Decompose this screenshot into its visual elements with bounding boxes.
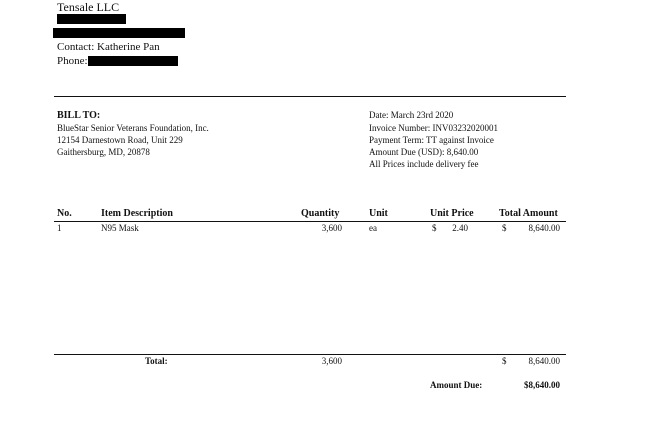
redacted-phone bbox=[88, 56, 178, 66]
phone-line bbox=[57, 55, 88, 67]
amount-due-usd: Amount Due (USD): 8,640.00 bbox=[369, 147, 479, 157]
column-header-no: No. bbox=[57, 208, 72, 219]
row-no: 1 bbox=[57, 223, 62, 233]
row-total-currency: $ bbox=[502, 223, 507, 233]
redacted-address-line-1 bbox=[57, 14, 126, 24]
contact-name: Katherine Pan bbox=[97, 41, 160, 53]
bill-to-line: BlueStar Senior Veterans Foundation, Inc. bbox=[57, 123, 209, 133]
bill-to-label: BILL TO: bbox=[57, 110, 101, 121]
row-currency: $ bbox=[432, 223, 437, 233]
column-header-unit-price: Unit Price bbox=[430, 208, 474, 219]
totals-divider bbox=[54, 354, 566, 355]
column-header-unit: Unit bbox=[369, 208, 388, 219]
payment-term: Payment Term: TT against Invoice bbox=[369, 135, 494, 145]
contact-line bbox=[57, 41, 160, 53]
total-quantity: 3,600 bbox=[321, 356, 342, 366]
column-header-total-amount: Total Amount bbox=[499, 208, 558, 219]
phone-label: Phone: bbox=[57, 55, 88, 67]
amount-due-label: Amount Due: bbox=[430, 380, 483, 390]
total-amount: 8,640.00 bbox=[528, 356, 560, 366]
column-header-description: Item Description bbox=[101, 208, 173, 219]
invoice-number: Invoice Number: INV03232020001 bbox=[369, 123, 498, 133]
row-quantity: 3,600 bbox=[321, 223, 342, 233]
table-header-divider bbox=[54, 221, 566, 222]
company-name: Tensale LLC bbox=[57, 0, 120, 14]
column-header-quantity: Quantity bbox=[301, 208, 340, 219]
row-unit: ea bbox=[369, 223, 377, 233]
redacted-address-line-2 bbox=[53, 28, 185, 38]
row-description: N95 Mask bbox=[101, 223, 139, 233]
header-divider bbox=[54, 96, 566, 97]
contact-label: Contact: bbox=[57, 41, 95, 53]
total-currency: $ bbox=[502, 356, 507, 366]
invoice-date: Date: March 23rd 2020 bbox=[369, 110, 454, 120]
amount-due-value: $8,640.00 bbox=[524, 380, 560, 390]
delivery-note: All Prices include delivery fee bbox=[369, 159, 479, 169]
total-label: Total: bbox=[145, 356, 168, 366]
row-total-amount: 8,640.00 bbox=[528, 223, 560, 233]
row-unit-price: 2.40 bbox=[452, 223, 468, 233]
bill-to-line: 12154 Darnestown Road, Unit 229 bbox=[57, 135, 183, 145]
bill-to-line: Gaithersburg, MD, 20878 bbox=[57, 147, 150, 157]
